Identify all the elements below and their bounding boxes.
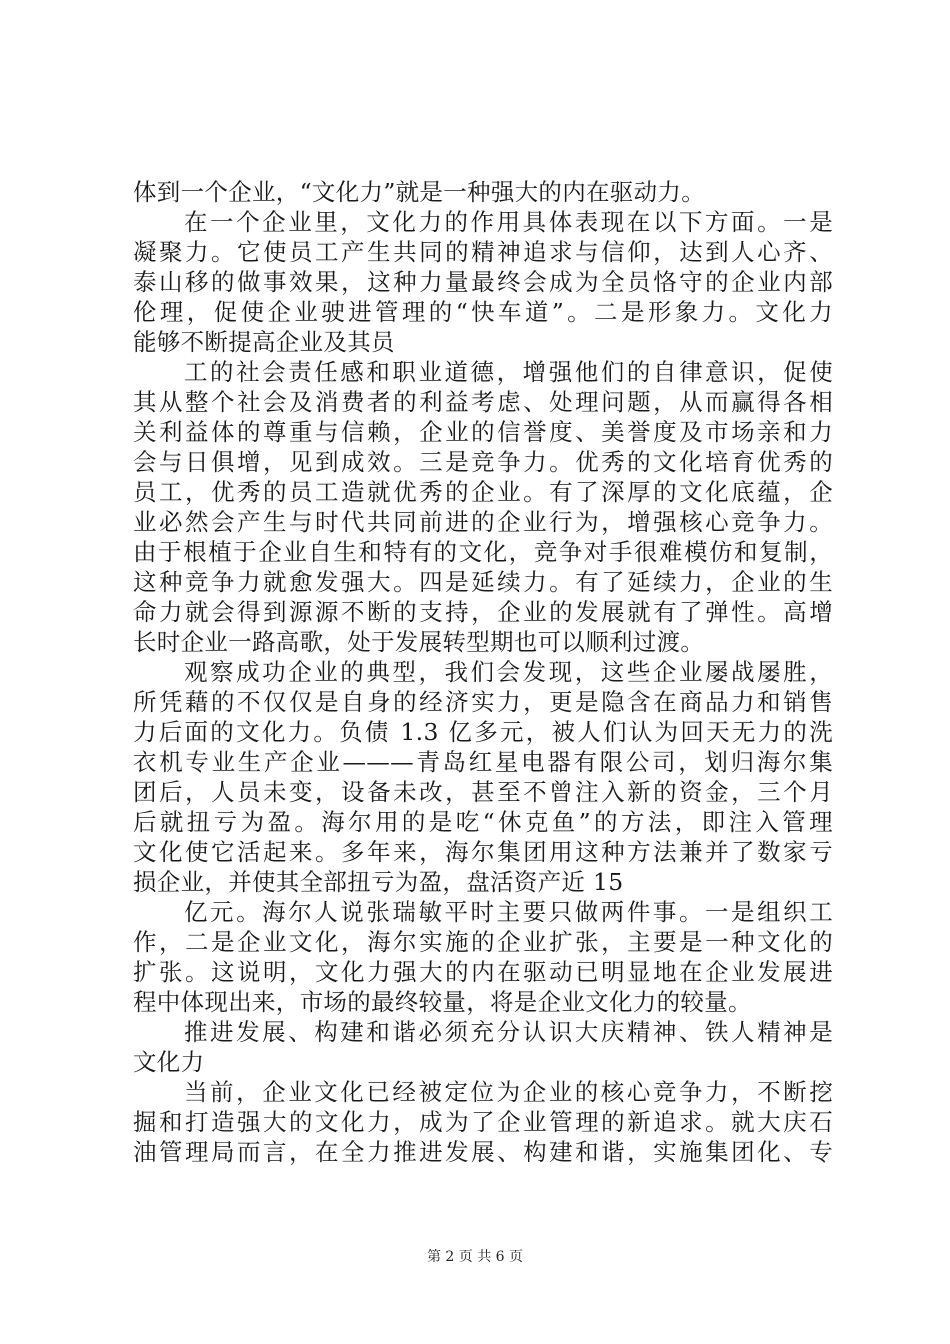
text-line: 作，二是企业文化，海尔实施的企业扩张，主要是一种文化的	[133, 928, 833, 956]
text-line: 由于根植于企业自生和特有的文化，竞争对手很难模仿和复制，	[133, 538, 833, 566]
text-line: 在一个企业里，文化力的作用具体表现在以下方面。一是	[184, 208, 833, 236]
text-line: 员工，优秀的员工造就优秀的企业。有了深厚的文化底蕴，企	[133, 478, 833, 506]
text-line: 业必然会产生与时代共同前进的企业行为，增强核心竞争力。	[133, 508, 833, 536]
text-line: 当前，企业文化已经被定位为企业的核心竞争力，不断挖	[184, 1078, 833, 1106]
text-line: 凝聚力。它使员工产生共同的精神追求与信仰，达到人心齐、	[133, 238, 833, 266]
text-line: 力后面的文化力。负债 1.3 亿多元，被人们认为回天无力的洗	[133, 718, 833, 746]
text-line: 会与日俱增，见到成效。三是竞争力。优秀的文化培育优秀的	[133, 448, 833, 476]
section-heading: 文化力	[133, 1048, 205, 1076]
text-line: 扩张。这说明，文化力强大的内在驱动已明显地在企业发展进	[133, 958, 833, 986]
text-line: 长时企业一路高歌，处于发展转型期也可以顺利过渡。	[133, 628, 705, 656]
text-line: 其从整个社会及消费者的利益考虑、处理问题，从而赢得各相	[133, 388, 833, 416]
text-line: 衣机专业生产企业———青岛红星电器有限公司，划归海尔集	[133, 748, 833, 776]
text-line: 泰山移的做事效果，这种力量最终会成为全员恪守的企业内部	[133, 268, 833, 296]
text-line: 文化使它活起来。多年来，海尔集团用这种方法兼并了数家亏	[133, 838, 833, 866]
text-line: 程中体现出来，市场的最终较量，将是企业文化力的较量。	[133, 988, 752, 1016]
text-line: 油管理局而言，在全力推进发展、构建和谐，实施集团化、专	[133, 1138, 833, 1166]
text-line: 工的社会责任感和职业道德，增强他们的自律意识，促使	[184, 358, 833, 386]
text-line: 后就扭亏为盈。海尔用的是吃“休克鱼”的方法，即注入管理	[133, 808, 833, 836]
text-line: 掘和打造强大的文化力，成为了企业管理的新追求。就大庆石	[133, 1108, 833, 1136]
text-line: 亿元。海尔人说张瑞敏平时主要只做两件事。一是组织工	[184, 898, 833, 926]
text-line: 伦理，促使企业驶进管理的“快车道”。二是形象力。文化力	[133, 298, 833, 326]
text-line: 命力就会得到源源不断的支持，企业的发展就有了弹性。高增	[133, 598, 833, 626]
text-line: 团后，人员未变，设备未改，甚至不曾注入新的资金，三个月	[133, 778, 833, 806]
text-line: 关利益体的尊重与信赖，企业的信誉度、美誉度及市场亲和力	[133, 418, 833, 446]
text-line: 损企业，并使其全部扭亏为盈，盘活资产近 15	[133, 868, 624, 896]
text-line: 体到一个企业，“文化力”就是一种强大的内在驱动力。	[133, 178, 706, 206]
text-line: 所凭藉的不仅仅是自身的经济实力，更是隐含在商品力和销售	[133, 688, 833, 716]
text-line: 观察成功企业的典型，我们会发现，这些企业屡战屡胜，	[184, 658, 833, 686]
text-line: 这种竞争力就愈发强大。四是延续力。有了延续力，企业的生	[133, 568, 833, 596]
text-line: 能够不断提高企业及其员	[133, 328, 395, 356]
page-number: 第 2 页 共 6 页	[426, 1249, 524, 1265]
section-heading: 推进发展、构建和谐必须充分认识大庆精神、铁人精神是	[184, 1018, 833, 1046]
